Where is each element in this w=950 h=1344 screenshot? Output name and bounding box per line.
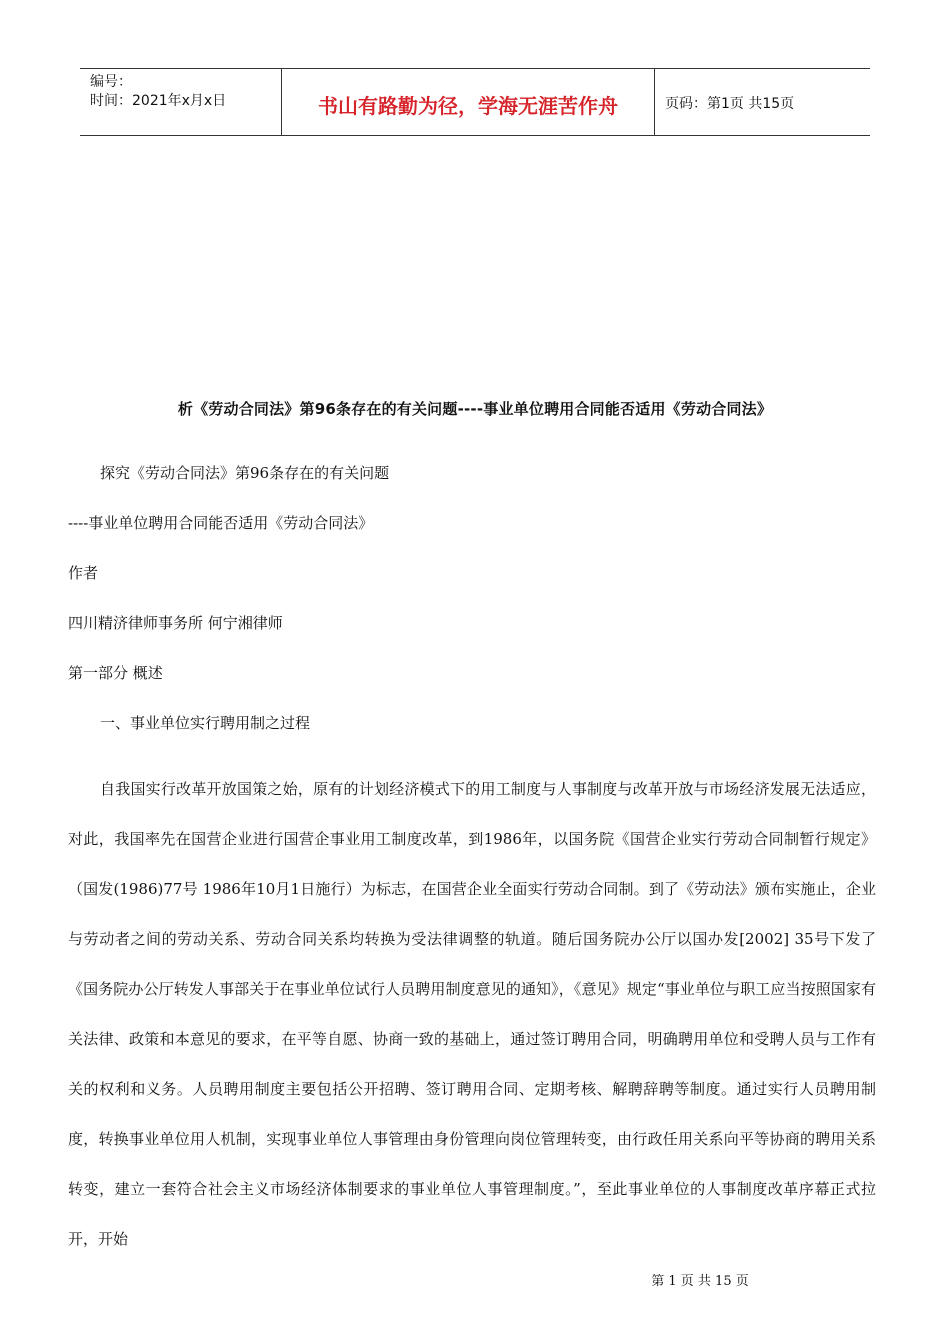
time-label: 时间：2021年x月x日 — [90, 93, 227, 109]
body-paragraph: 自我国实行改革开放国策之始，原有的计划经济模式下的用工制度与人事制度与改革开放与市场经济发展无法适应，对此，我国率先在国营企业进行国营企事业用工制度改革，到1986年，以国务院《国营企业实行劳动合同制暂行规定》（国发(1986)77号 1986年10月1日施行）为标志，在国营企业全面实行劳动合同制。到了《劳动法》颁布实施止，企业与劳动者之间的劳动关系、劳动合同关系均转换为受法律调整的轨道。随后国务院办公厅以国办发[2002] 35号下发了《国务院办公厅转发人事部关于在事业单位试行人员聘用制度意见的通知》，《意见》规定“事业单位与职工应当按照国家有关法律、政策和本意见的要求，在平等自愿、协商一致的基础上，通过签订聘用合同，明确聘用单位和受聘人员与工作有关的权利和义务。人员聘用制度主要包括公开招聘、签订聘用合同、定期考核、解聘辞聘等制度。通过实行人员聘用制度，转换事业单位用人机制，实现事业单位人事管理由身份管理向岗位管理转变，由行政任用关系向平等协商的聘用关系转变，建立一套符合社会主义市场经济体制要求的事业单位人事管理制度。”，至此事业单位的人事制度改革序幕正式拉开，开始 — [68, 780, 876, 1248]
author-label: 作者 — [68, 564, 99, 582]
subtitle-line: 探究《劳动合同法》第96条存在的有关问题 — [100, 464, 390, 482]
author-name: 四川精济律师事务所 何宁湘律师 — [68, 614, 283, 632]
header-meta-cell — [80, 69, 282, 135]
document-title: 析《劳动合同法》第96条存在的有关问题----事业单位聘用合同能否适用《劳动合同法》 — [177, 400, 773, 418]
header-motto: 书山有路勤为径，学海无涯苦作舟 — [282, 69, 655, 135]
page-footer: 第 1 页 共 15 页 — [651, 1274, 749, 1289]
section-heading: 第一部分 概述 — [68, 664, 163, 682]
number-label: 编号： — [90, 74, 132, 90]
document-header — [80, 68, 870, 136]
header-page-info: 页码：第1页 共15页 — [665, 96, 795, 112]
subsection-heading: 一、事业单位实行聘用制之过程 — [100, 714, 311, 732]
subtitle-line-2: ----事业单位聘用合同能否适用《劳动合同法》 — [68, 514, 374, 532]
